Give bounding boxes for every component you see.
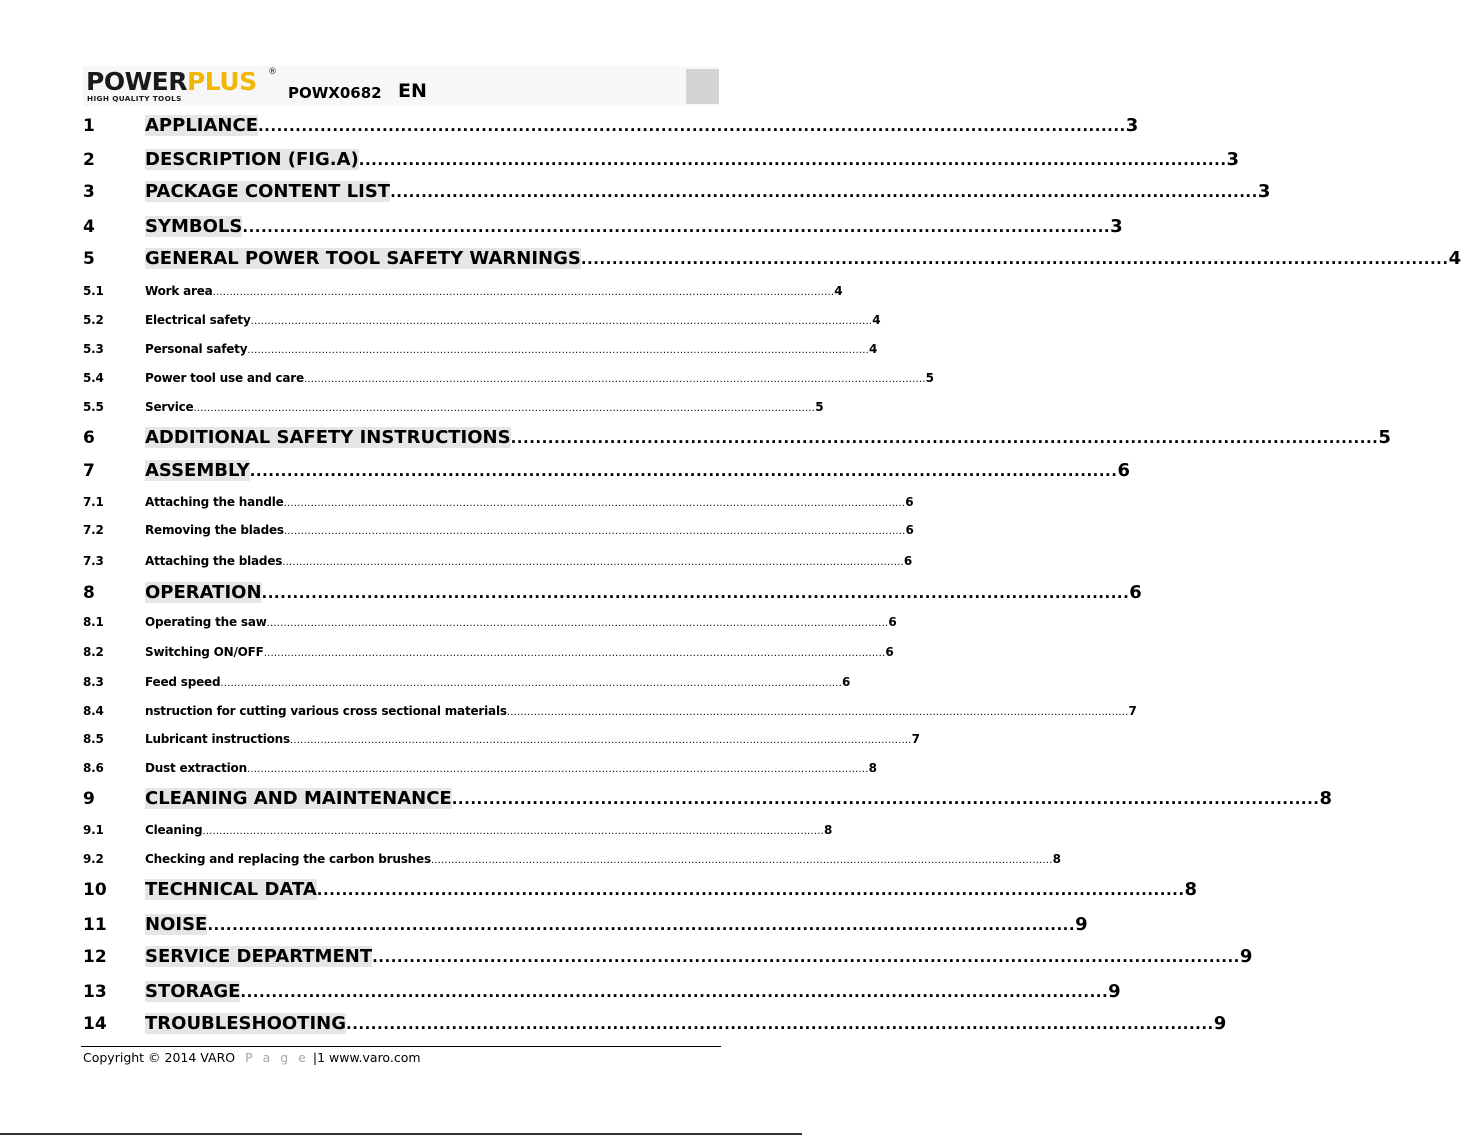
toc-entry[interactable] [83, 523, 914, 537]
toc-leader: ............................................................................................................................................ [316, 881, 1185, 899]
toc-entry[interactable] [83, 615, 897, 629]
toc-entry[interactable] [83, 371, 934, 385]
toc-title: Personal safety [145, 342, 248, 356]
toc-leader: ............................................................................................................................................ [510, 429, 1379, 447]
toc-title: Attaching the handle [145, 495, 284, 509]
toc-page: 8 [824, 823, 833, 837]
toc-entry[interactable] [83, 675, 851, 689]
toc-title: APPLIANCE [145, 115, 258, 136]
toc-leader: ........................................................................................................................................................................................ [283, 526, 906, 537]
toc-number: 11 [83, 915, 107, 935]
toc-page: 9 [1108, 981, 1121, 1002]
toc-leader: ............................................................................................................................................ [249, 462, 1118, 480]
footer-divider [81, 1046, 721, 1047]
toc-leader: ............................................................................................................................................ [257, 117, 1126, 135]
toc-page: 6 [885, 645, 894, 659]
toc-leader: ............................................................................................................................................ [346, 1015, 1214, 1033]
toc-title: Checking and replacing the carbon brushes [145, 852, 431, 866]
toc-page: 4 [834, 284, 843, 298]
toc-title: Feed speed [145, 675, 221, 689]
toc-leader: ............................................................................................................................................ [451, 790, 1320, 808]
toc-title: GENERAL POWER TOOL SAFETY WARNINGS [145, 248, 581, 269]
toc-number: 9 [83, 789, 95, 809]
toc-entry[interactable] [83, 495, 914, 509]
toc-number: 5.5 [83, 400, 104, 414]
toc-number: 5 [83, 249, 95, 269]
toc-entry[interactable] [83, 427, 1391, 448]
toc-entry[interactable] [83, 248, 1461, 269]
toc-page: 5 [815, 400, 824, 414]
toc-title: Attaching the blades [145, 554, 283, 568]
toc-leader: ........................................................................................................................................................................................ [202, 826, 825, 837]
toc-number: 5.2 [83, 313, 104, 327]
toc-page: 7 [911, 732, 920, 746]
toc-title: Lubricant instructions [145, 732, 290, 746]
toc-number: 10 [83, 880, 107, 900]
toc-leader: ............................................................................................................................................ [242, 218, 1111, 236]
toc-entry[interactable] [83, 914, 1088, 935]
toc-page: 8 [1319, 788, 1333, 809]
toc-title: TECHNICAL DATA [145, 879, 317, 900]
toc-number: 6 [83, 428, 95, 448]
logo-wordmark [86, 69, 257, 95]
toc-number: 5.3 [83, 342, 104, 356]
toc-title: Switching ON/OFF [145, 645, 264, 659]
toc-number: 7.1 [83, 495, 104, 509]
toc-leader: ........................................................................................................................................................................................ [303, 374, 926, 385]
toc-leader: ............................................................................................................................................ [390, 183, 1258, 201]
toc-title: ASSEMBLY [145, 460, 250, 481]
toc-leader: ............................................................................................................................................ [358, 151, 1227, 169]
toc-title: PACKAGE CONTENT LIST [145, 181, 391, 202]
toc-number: 7 [83, 461, 95, 481]
toc-page: 4 [872, 313, 881, 327]
toc-leader: ........................................................................................................................................................................................ [283, 498, 906, 509]
toc-leader: ........................................................................................................................................................................................ [266, 618, 889, 629]
toc-leader: ........................................................................................................................................................................................ [247, 345, 870, 356]
toc-title: Electrical safety [145, 313, 251, 327]
toc-leader: ............................................................................................................................................ [580, 250, 1449, 268]
toc-page: 9 [1075, 914, 1088, 935]
toc-number: 8.3 [83, 675, 104, 689]
toc-title: NOISE [145, 914, 208, 935]
toc-page: 6 [903, 554, 913, 568]
toc-leader: ........................................................................................................................................................................................ [246, 764, 869, 775]
toc-page: 8 [868, 761, 877, 775]
toc-entry[interactable] [83, 149, 1240, 170]
toc-entry[interactable] [83, 788, 1333, 809]
toc-title: CLEANING AND MAINTENANCE [145, 788, 452, 809]
toc-number: 8.2 [83, 645, 104, 659]
toc-title: nstruction for cutting various cross sectional materials [145, 704, 507, 718]
toc-entry[interactable] [83, 704, 1137, 718]
toc-number: 12 [83, 947, 107, 967]
header-gray-box [686, 69, 719, 104]
page-label: P a g e [245, 1050, 309, 1065]
toc-entry[interactable] [83, 645, 894, 659]
footer-separator: | [312, 1050, 318, 1065]
toc-page: 8 [1052, 852, 1061, 866]
toc-page: 6 [842, 675, 851, 689]
toc-entry[interactable] [83, 400, 824, 414]
registered-mark: ® [268, 67, 277, 77]
toc-entry[interactable] [83, 181, 1271, 202]
toc-page: 3 [1257, 181, 1271, 202]
toc-number: 8.4 [83, 704, 104, 718]
toc-leader: ........................................................................................................................................................................................ [250, 316, 873, 327]
toc-title: SERVICE DEPARTMENT [145, 946, 373, 967]
toc-entry[interactable] [83, 554, 913, 568]
toc-entry[interactable] [83, 342, 878, 356]
toc-number: 8 [83, 583, 95, 603]
toc-entry[interactable] [83, 216, 1123, 237]
toc-entry[interactable] [83, 1013, 1227, 1034]
toc-number: 8.1 [83, 615, 104, 629]
toc-number: 7.3 [83, 554, 104, 568]
toc-number: 5.4 [83, 371, 104, 385]
toc-number: 1 [83, 116, 95, 136]
toc-title: Work area [145, 284, 213, 298]
toc-entry[interactable] [83, 115, 1139, 136]
toc-title: SYMBOLS [145, 216, 243, 237]
toc-title: Service [145, 400, 194, 414]
toc-page: 6 [905, 495, 914, 509]
toc-number: 3 [83, 182, 95, 202]
toc-entry[interactable] [83, 946, 1253, 967]
toc-number: 9.2 [83, 852, 104, 866]
toc-page: 3 [1110, 216, 1123, 237]
toc-entry[interactable] [83, 879, 1198, 900]
toc-entry[interactable] [83, 460, 1130, 481]
toc-leader: ........................................................................................................................................................................................ [193, 403, 816, 414]
toc-number: 7.2 [83, 523, 104, 537]
toc-entry[interactable] [83, 732, 920, 746]
toc-leader: ........................................................................................................................................................................................ [263, 648, 886, 659]
toc-number: 9.1 [83, 823, 104, 837]
toc-leader: ........................................................................................................................................................................................ [282, 557, 904, 568]
toc-title: Dust extraction [145, 761, 247, 775]
toc-leader: ........................................................................................................................................................................................ [220, 678, 843, 689]
toc-title: Power tool use and care [145, 371, 304, 385]
toc-title: Removing the blades [145, 523, 284, 537]
toc-entry[interactable] [83, 284, 843, 298]
toc-entry[interactable] [83, 823, 833, 837]
model-number: POWX0682 [288, 84, 382, 102]
toc-page: 6 [1117, 460, 1130, 481]
website-link[interactable]: www.varo.com [329, 1050, 421, 1065]
toc-leader: ............................................................................................................................................ [207, 916, 1076, 934]
language-code: EN [398, 80, 427, 102]
toc-number: 5.1 [83, 284, 104, 298]
toc-page: 6 [905, 523, 914, 537]
toc-leader: ............................................................................................................................................ [261, 584, 1130, 602]
toc-number: 2 [83, 150, 95, 170]
copyright-text: Copyright © 2014 VARO [83, 1050, 236, 1065]
toc-number: 8.5 [83, 732, 104, 746]
toc-page: 9 [1213, 1013, 1227, 1034]
toc-leader: ........................................................................................................................................................................................ [212, 287, 835, 298]
toc-title: Cleaning [145, 823, 203, 837]
powerplus-logo [86, 69, 276, 103]
toc-title: OPERATION [145, 582, 262, 603]
toc-page: 7 [1128, 704, 1137, 718]
toc-title: Operating the saw [145, 615, 267, 629]
page-number: 1 [317, 1050, 326, 1065]
toc-entry[interactable] [83, 761, 877, 775]
toc-leader: ............................................................................................................................................ [240, 983, 1109, 1001]
toc-title: DESCRIPTION (FIG.A) [145, 149, 359, 170]
toc-number: 4 [83, 217, 95, 237]
toc-number: 8.6 [83, 761, 104, 775]
toc-page: 6 [1129, 582, 1142, 603]
toc-title: STORAGE [145, 981, 241, 1002]
toc-leader: ........................................................................................................................................................................................ [506, 707, 1129, 718]
toc-entry[interactable] [83, 981, 1121, 1002]
toc-number: 13 [83, 982, 107, 1002]
toc-leader: ........................................................................................................................................................................................ [430, 855, 1053, 866]
toc-leader: ............................................................................................................................................ [372, 948, 1240, 966]
toc-page: 6 [888, 615, 897, 629]
toc-entry[interactable] [83, 313, 881, 327]
page-footer [83, 1050, 421, 1065]
toc-page: 8 [1184, 879, 1198, 900]
toc-leader: ........................................................................................................................................................................................ [289, 735, 912, 746]
toc-title: ADDITIONAL SAFETY INSTRUCTIONS [145, 427, 511, 448]
toc-page: 5 [925, 371, 934, 385]
toc-page: 5 [1378, 427, 1391, 448]
toc-page: 4 [1448, 248, 1461, 269]
toc-entry[interactable] [83, 852, 1061, 866]
toc-page: 3 [1125, 115, 1139, 136]
page-bottom-edge [0, 1133, 802, 1135]
toc-page: 3 [1226, 149, 1240, 170]
toc-title: TROUBLESHOOTING [145, 1013, 346, 1034]
logo-tagline: HIGH QUALITY TOOLS [87, 94, 182, 103]
logo-plus-text: PLUS [186, 67, 257, 96]
toc-page: 4 [869, 342, 878, 356]
toc-number: 14 [83, 1014, 107, 1034]
toc-entry[interactable] [83, 582, 1142, 603]
logo-power-text: POWER [86, 67, 187, 96]
toc-page: 9 [1239, 946, 1253, 967]
